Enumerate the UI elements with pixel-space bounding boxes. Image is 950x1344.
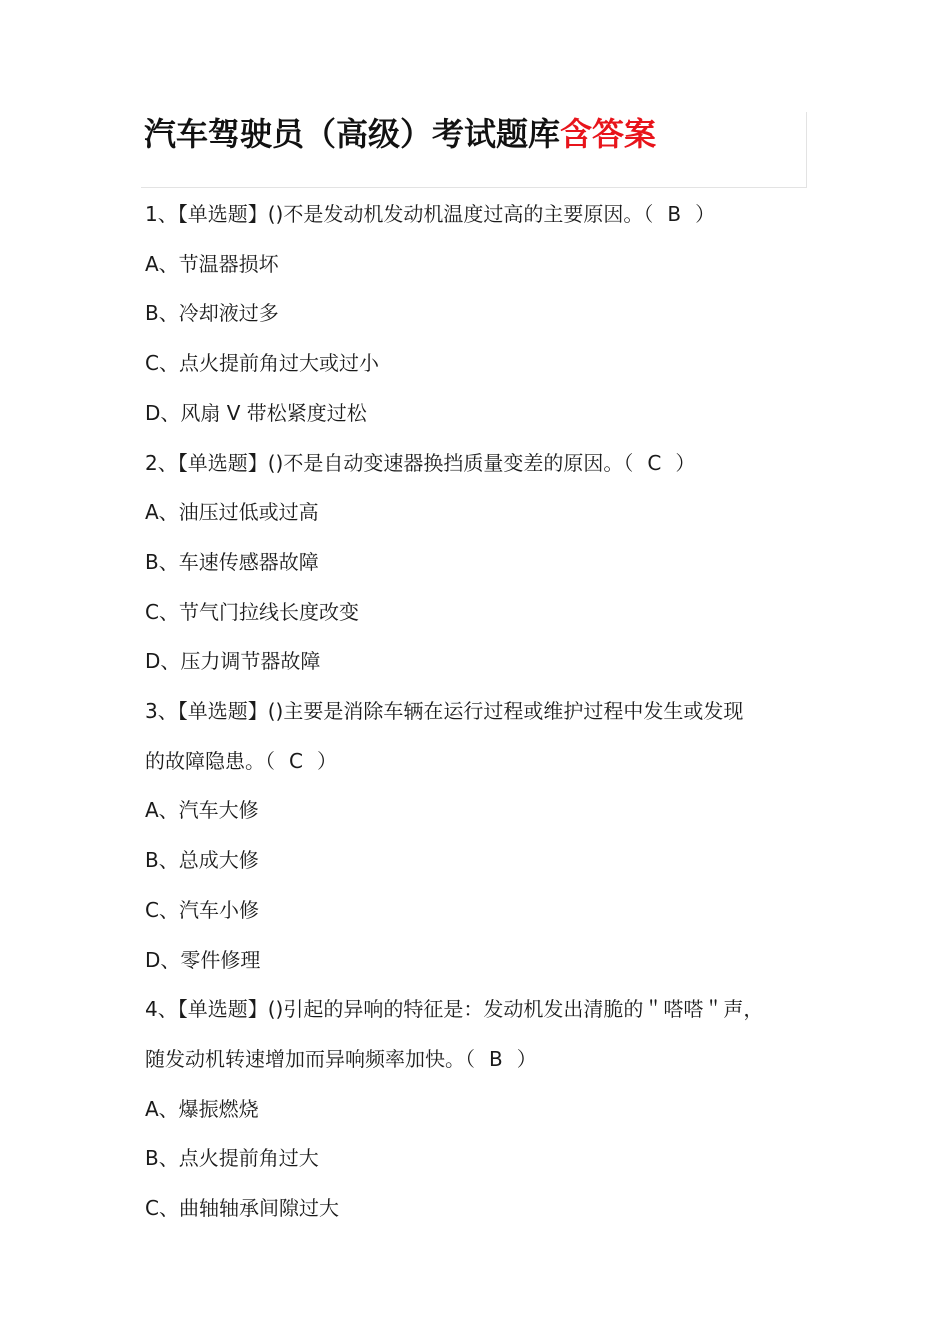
question-1: [145, 190, 815, 439]
question-stem: [145, 190, 815, 240]
option-b: B、车速传感器故障: [145, 549, 319, 574]
question-stem: 4、【单选题】()引起的异响的特征是：发动机发出清脆的＂嗒嗒＂声，: [145, 997, 764, 1022]
option-d: D、风扇 V 带松紧度过松: [145, 400, 367, 425]
question-3: [145, 687, 815, 985]
answer-letter: B: [667, 202, 682, 226]
option-d: D、零件修理: [145, 947, 261, 972]
page-title: [144, 114, 656, 154]
question-stem-text: 的故障隐患。（: [145, 748, 275, 773]
answer-letter: C: [647, 450, 662, 475]
title-main: 汽车驾驶员（高级）考试题库: [144, 115, 561, 153]
option-a: A、汽车大修: [145, 798, 259, 823]
option-a: A、节温器损坏: [145, 251, 279, 276]
option-b: B、冷却液过多: [145, 301, 279, 326]
option-d: D、压力调节器故障: [145, 649, 321, 674]
option-c: C、汽车小修: [145, 897, 259, 922]
option-b: B、总成大修: [145, 848, 259, 873]
option-c: C、节气门拉线长度改变: [145, 599, 359, 624]
option-a: A、爆振燃烧: [145, 1096, 259, 1121]
answer-close: ）: [516, 1046, 537, 1071]
answer-close: ）: [316, 748, 337, 773]
question-stem-text: 随发动机转速增加而异响频率加快。（: [145, 1046, 475, 1071]
option-a: A、油压过低或过高: [145, 500, 319, 525]
question-stem-text: 1、【单选题】()不是发动机发动机温度过高的主要原因。（: [145, 202, 654, 226]
question-stem: 3、【单选题】()主要是消除车辆在运行过程或维护过程中发生或发现: [145, 699, 744, 724]
question-list: [145, 190, 815, 1234]
title-box: [141, 112, 807, 188]
question-stem: [145, 439, 815, 489]
question-2: [145, 439, 815, 688]
answer-letter: C: [289, 748, 303, 773]
question-stem-cont: [145, 1035, 815, 1085]
answer-letter: B: [489, 1046, 503, 1071]
question-stem-cont: [145, 737, 815, 787]
answer-close: ）: [675, 450, 696, 475]
title-accent: 含答案: [560, 115, 657, 153]
option-c: C、点火提前角过大或过小: [145, 351, 379, 376]
answer-close: ）: [695, 202, 716, 226]
option-b: B、点火提前角过大: [145, 1146, 319, 1171]
question-4: [145, 985, 815, 1234]
option-c: C、曲轴轴承间隙过大: [145, 1196, 339, 1221]
question-stem-text: 2、【单选题】()不是自动变速器换挡质量变差的原因。（: [145, 450, 634, 475]
